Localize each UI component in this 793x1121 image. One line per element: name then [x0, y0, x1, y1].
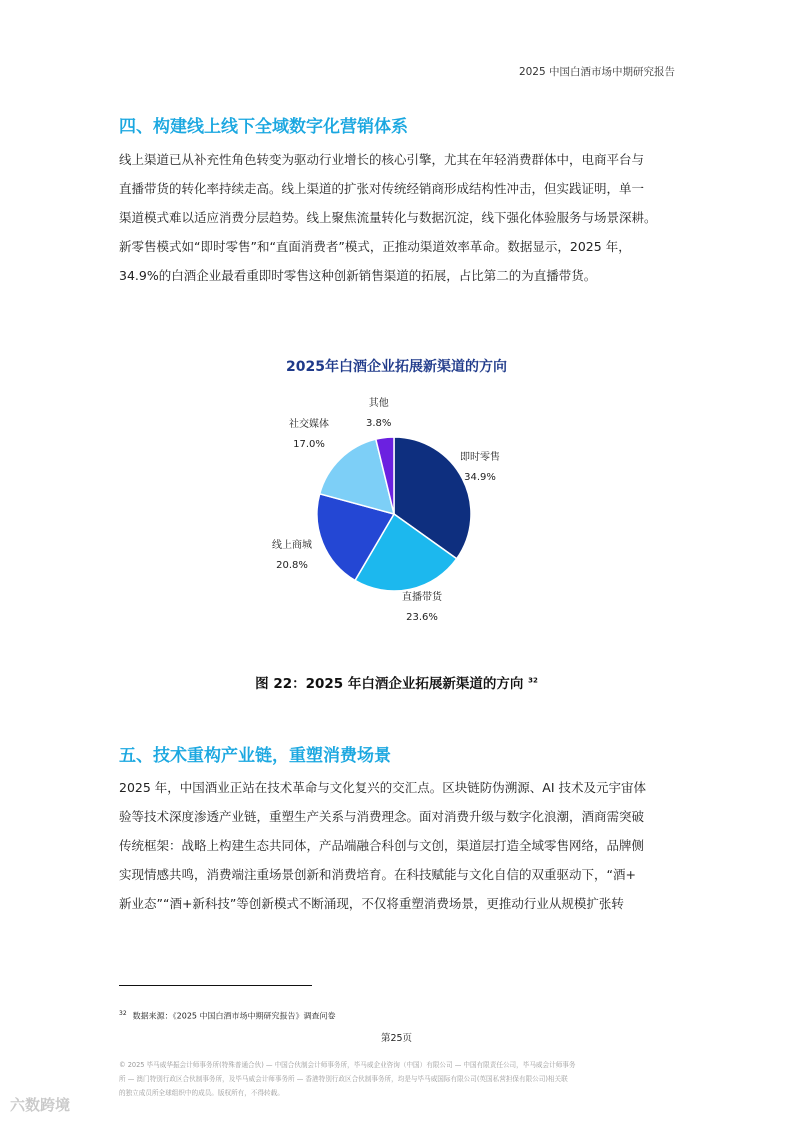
legal-line: 所 — 澳门特别行政区合伙制事务所，及毕马威会计师事务所 — 香港特别行政区合伙制事务所，均是与毕马威国际有限公司(英国私营担保有限公司)相关联	[119, 1075, 568, 1083]
pie-label-value: 23.6%	[406, 612, 438, 623]
pie-label-live-streaming	[402, 588, 442, 628]
pie-label-value: 20.8%	[276, 560, 308, 571]
footnote-divider	[119, 985, 312, 986]
section-5-line: 新业态”“酒+新科技”等创新模式不断涌现，不仅将重塑消费场景，更推动行业从规模扩张转	[119, 896, 624, 911]
section-5-body	[119, 773, 679, 918]
section-4-line: 渠道模式难以适应消费分层趋势。线上聚焦流量转化与数据沉淀，线下强化体验服务与场景深耕。	[119, 210, 657, 225]
section-4-heading: 四、构建线上线下全域数字化营销体系	[119, 117, 408, 137]
section-4-line: 34.9%的白酒企业最看重即时零售这种创新销售渠道的拓展，占比第二的为直播带货。	[119, 268, 597, 283]
footnote-number: 32	[119, 1010, 127, 1017]
pie-label-name: 其他	[368, 398, 389, 409]
pie-label-instant-retail	[460, 448, 500, 488]
section-4-line: 新零售模式如“即时零售”和“直面消费者”模式，正推动渠道效率革命。数据显示，2025 年，	[119, 239, 631, 254]
legal-line: © 2025 毕马威华振会计师事务所(特殊普通合伙) — 中国合伙制会计师事务所，毕马威企业咨询（中国）有限公司 — 中国有限责任公司，毕马威会计师事务	[119, 1061, 576, 1069]
section-5-line: 传统框架：战略上构建生态共同体，产品端融合科创与文创，渠道层打造全域零售网络，品牌侧	[119, 838, 645, 853]
figure-caption-text: 图 22：2025 年白酒企业拓展新渠道的方向	[255, 676, 524, 692]
figure-caption	[0, 672, 793, 692]
pie-label-name: 线上商城	[272, 540, 312, 551]
section-5-line: 2025 年，中国酒业正站在技术革命与文化复兴的交汇点。区块链防伪溯源、AI 技术及元宇宙体	[119, 780, 646, 795]
section-5-heading: 五、技术重构产业链，重塑消费场景	[119, 746, 391, 766]
pie-label-other	[366, 394, 391, 434]
legal-line: 的独立成员所全球组织中的成员。版权所有，不得转载。	[119, 1089, 284, 1097]
pie-label-name: 即时零售	[460, 452, 500, 463]
watermark-logo: 六数跨境	[10, 1096, 71, 1114]
section-4-line: 直播带货的转化率持续走高。线上渠道的扩张对传统经销商形成结构性冲击，但实践证明，单一	[119, 181, 645, 196]
pie-label-value: 3.8%	[366, 418, 392, 429]
footnote-text: 数据来源：《2025 中国白酒市场中期研究报告》调查问卷	[132, 1011, 336, 1021]
footnote	[119, 1010, 336, 1022]
page-number: 第25页	[380, 1033, 413, 1044]
chart-title: 2025年白酒企业拓展新渠道的方向	[286, 359, 507, 375]
pie-label-name: 直播带货	[402, 592, 442, 603]
legal-notice	[119, 1058, 684, 1100]
section-5-line: 验等技术深度渗透产业链，重塑生产关系与消费理念。面对消费升级与数字化浪潮，酒商需突破	[119, 809, 645, 824]
pie-label-online-mall	[272, 536, 312, 576]
pie-label-name: 社交媒体	[289, 419, 329, 430]
figure-footnote-ref: 32	[528, 676, 538, 685]
section-4-line: 线上渠道已从补充性角色转变为驱动行业增长的核心引擎，尤其在年轻消费群体中，电商平台与	[119, 152, 645, 167]
report-header-title: 2025 中国白酒市场中期研究报告	[518, 66, 675, 78]
pie-label-value: 34.9%	[464, 472, 496, 483]
section-5-line: 实现情感共鸣，消费端注重场景创新和消费培育。在科技赋能与文化自信的双重驱动下，“酒+	[119, 867, 636, 882]
pie-label-value: 17.0%	[293, 439, 325, 450]
pie-label-social-media	[289, 415, 329, 455]
